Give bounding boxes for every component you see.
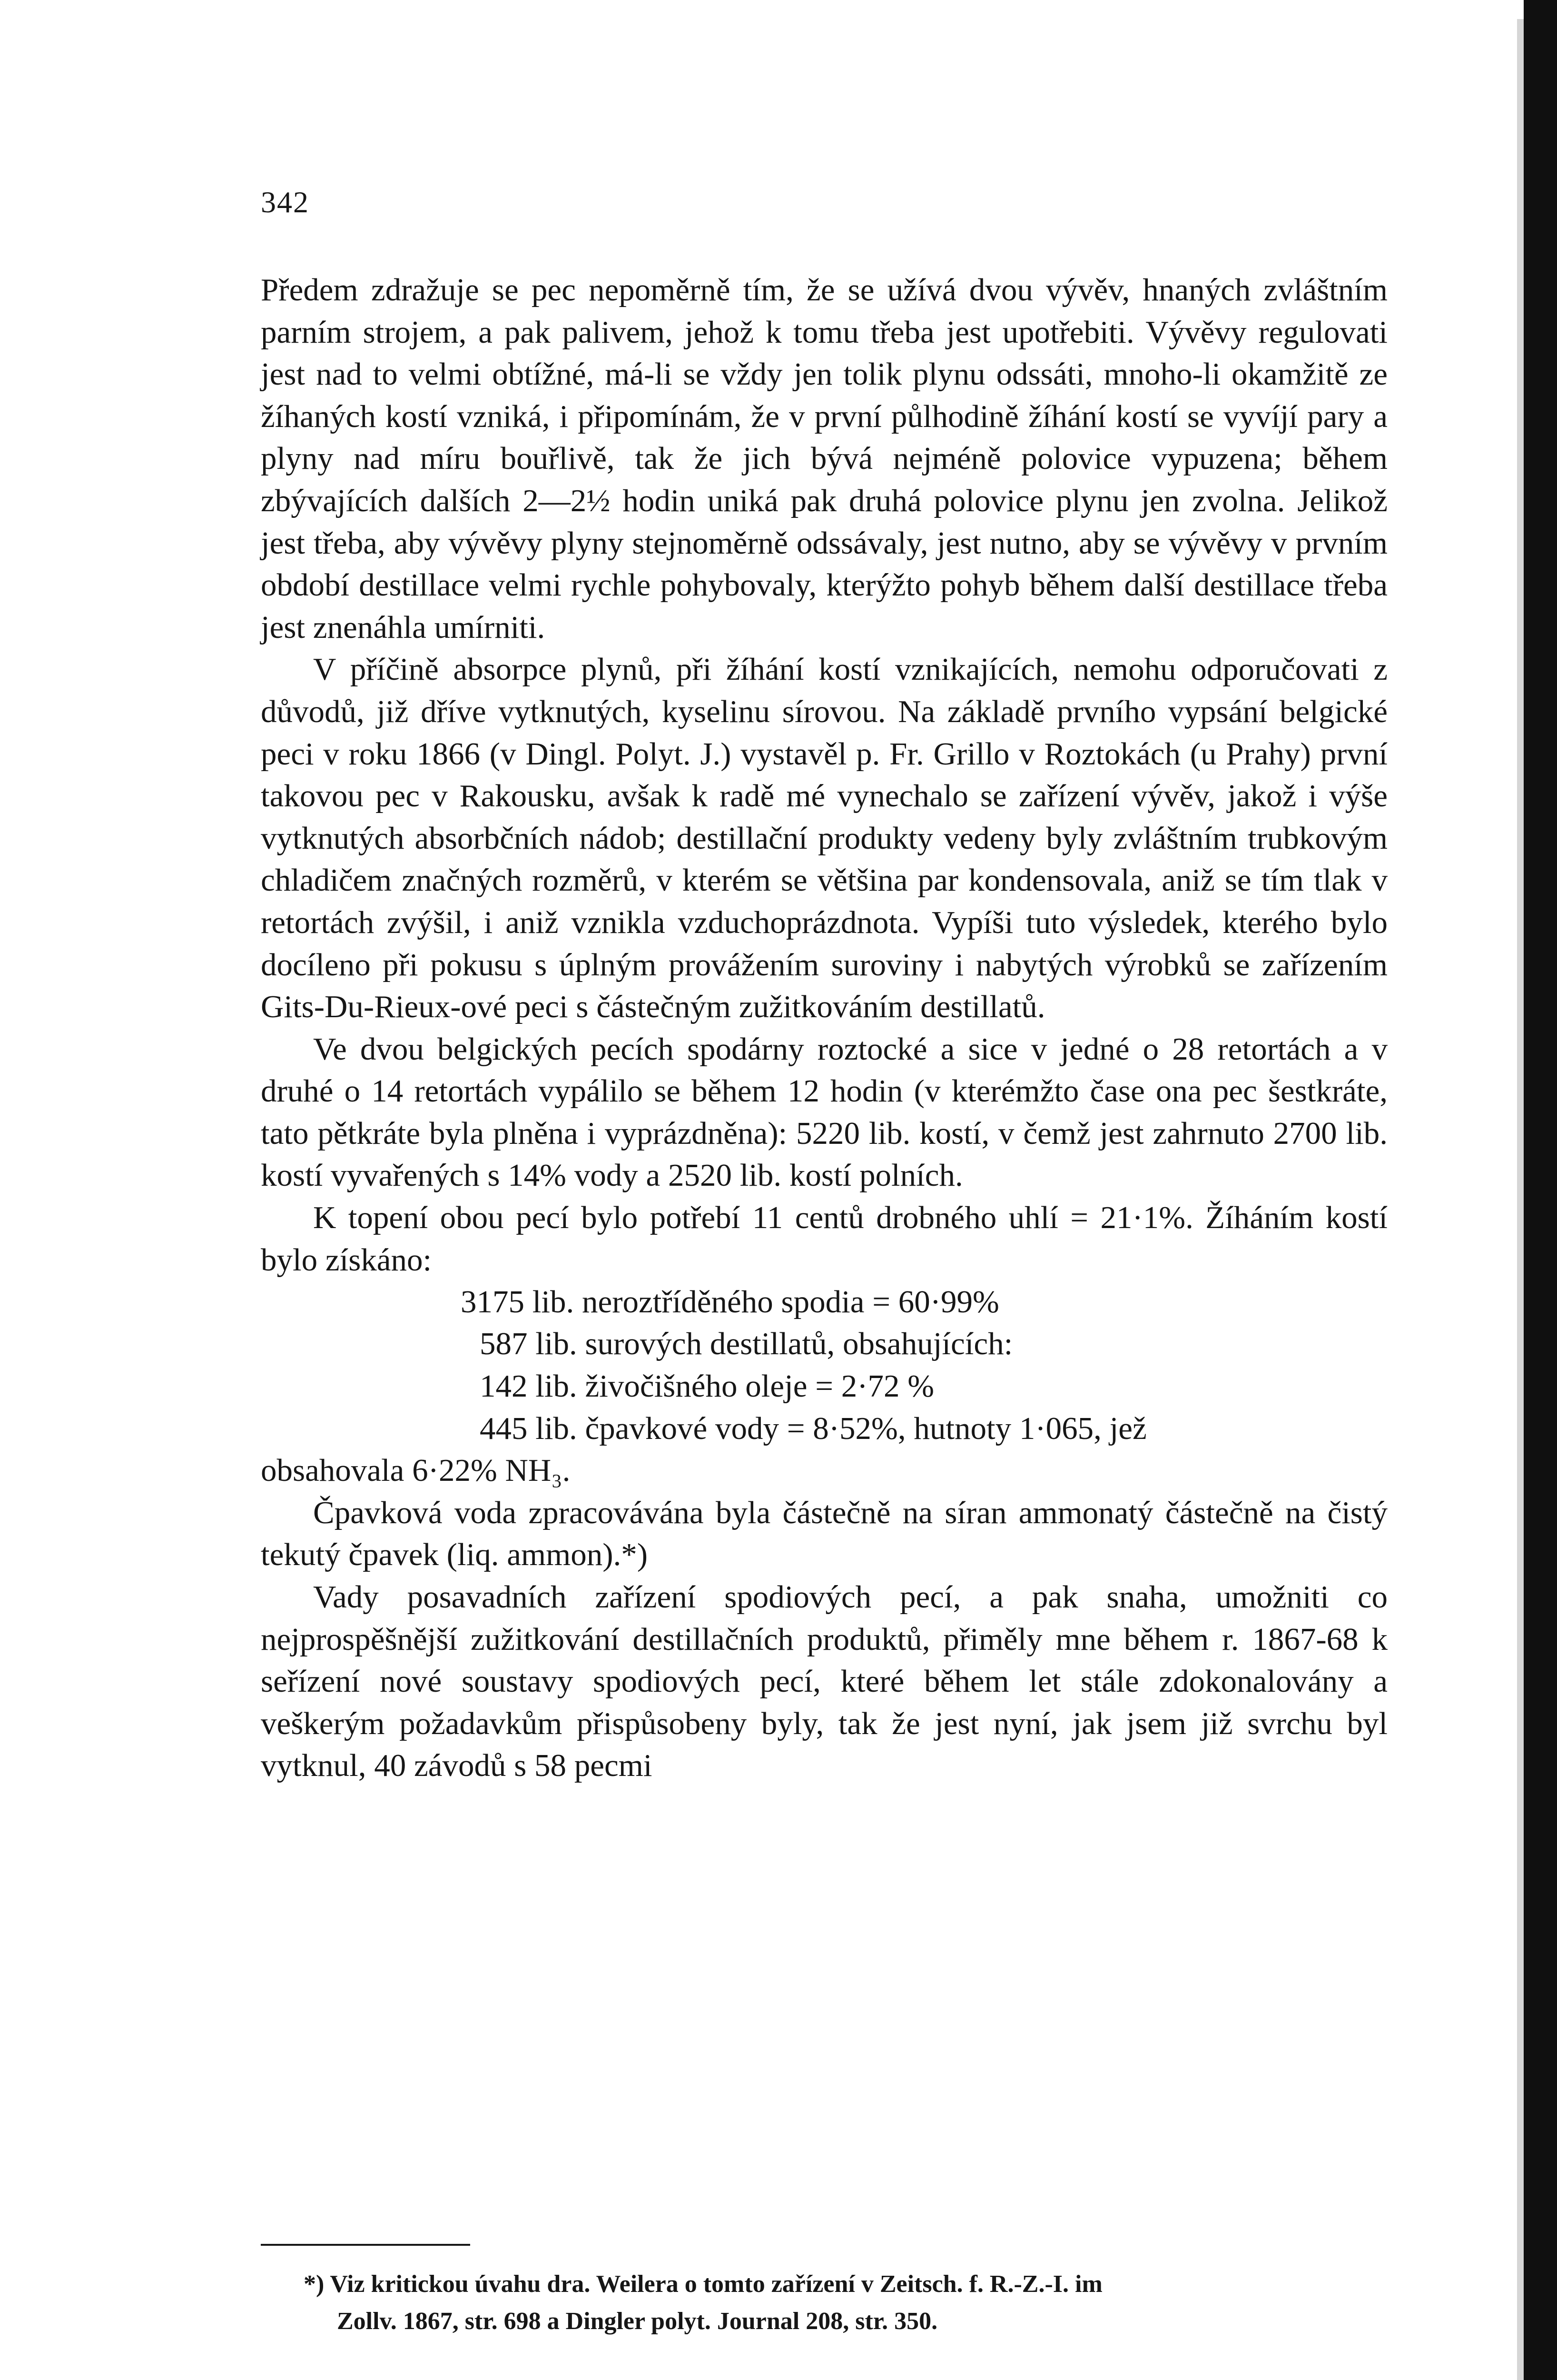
yield-list xyxy=(261,1281,1388,1449)
yield-row: 587 lib. surových destillatů, obsahujících: xyxy=(480,1326,1013,1362)
paragraph: Čpavková voda zpracovávána byla částečně na síran ammonatý částečně na čistý tekutý čpavek (liq. ammon).*) xyxy=(261,1495,1388,1573)
page-edge-shadow xyxy=(1517,19,1524,2380)
yield-row: 3175 lib. neroztříděného spodia = 60·99% xyxy=(461,1284,999,1320)
paragraph: V příčině absorpce plynů, při žíhání kostí vznikajících, nemohu odporučovati z důvodů, již dříve vytknutých, kyselinu sírovou. Na základě prvního vypsání belgické peci v roku 1866 (v Dingl. Polyt. J.) vystavěl p. Fr. Grillo v Roztokách (u Prahy) první takovou pec v Rakousku, avšak k radě mé vynechalo se zařízení vývěv, jakož i výše vytknutých absorbčních nádob; destillační produkty vedeny byly zvláštním trubkovým chladičem značných rozměrů, v kterém se většina par kondensovala, aniž se tím tlak v retortách zvýšil, i aniž vznikla vzduchoprázdnota. Vypíši tuto výsledek, kterého bylo docíleno při pokusu s úplným provážením suroviny i nabytých výrobků se zařízením Gits-Du-Rieux-ové peci s částečným zužitkováním destillatů. xyxy=(261,652,1388,1025)
page-number: 342 xyxy=(261,185,309,219)
paragraph: Předem zdražuje se pec nepoměrně tím, že se užívá dvou vývěv, hnaných zvláštním parním strojem, a pak palivem, jehož k tomu třeba jest upotřebiti. Vývěvy regulovati jest nad to velmi obtížné, má-li se vždy jen tolik plynu odssáti, mnoho-li okamžitě ze žíhaných kostí vzniká, i připomínám, že v první půlhodině žíhání kostí se vyvíjí pary a plyny nad míru bouřlivě, tak že jich bývá nejméně polovice vypuzena; během zbývajících dalších 2—2½ hodin uniká pak druhá polovice plynu jen zvolna. Jelikož jest třeba, aby vývěvy plyny stejnoměrně odssávaly, jest nutno, aby se vývěvy v prvním období destillace velmi rychle pohybovaly, kterýžto pohyb během další destillace třeba jest znenáhla umírniti. xyxy=(261,272,1388,645)
paragraph: K topení obou pecí bylo potřebí 11 centů drobného uhlí = 21·1%. Žíháním kostí bylo získáno: xyxy=(261,1200,1388,1278)
footnote-line: *) Viz kritickou úvahu dra. Weilera o tomto zařízení v Zeitsch. f. R.-Z.-I. im xyxy=(304,2271,1103,2298)
paragraph: Vady posavadních zařízení spodiových pecí, a pak snaha, umožniti co nejprospěšnější zužitkování destillačních produktů, přiměly mne během r. 1867-68 k seřízení nové soustavy spodiových pecí, které během let stále zdokonalovány a veškerým požadavkům přispůsobeny byly, tak že jest nyní, jak jsem již svrchu byl vytknul, 40 závodů s 58 pecmi xyxy=(261,1579,1388,1784)
page-body xyxy=(261,269,1388,1787)
yield-row: 445 lib. čpavkové vody = 8·52%, hutnoty 1·065, jež xyxy=(480,1411,1147,1447)
yield-row: 142 lib. živočišného oleje = 2·72 % xyxy=(480,1368,935,1404)
yield-continuation: obsahovala 6·22% NH₃. xyxy=(261,1453,571,1488)
footnote-line: Zollv. 1867, str. 698 a Dingler polyt. Journal 208, str. 350. xyxy=(337,2308,938,2335)
page-edge xyxy=(1524,0,1557,2380)
paragraph: Ve dvou belgických pecích spodárny roztocké a sice v jedné o 28 retortách a v druhé o 14 retortách vypálilo se během 12 hodin (v kterémžto čase ona pec šestkráte, tato pětkráte byla plněna i vyprázdněna): 5220 lib. kostí, v čemž jest zahrnuto 2700 lib. kostí vyvařených s 14% vody a 2520 lib. kostí polních. xyxy=(261,1031,1388,1193)
footnote xyxy=(261,2266,1388,2340)
footnote-rule xyxy=(261,2244,470,2246)
